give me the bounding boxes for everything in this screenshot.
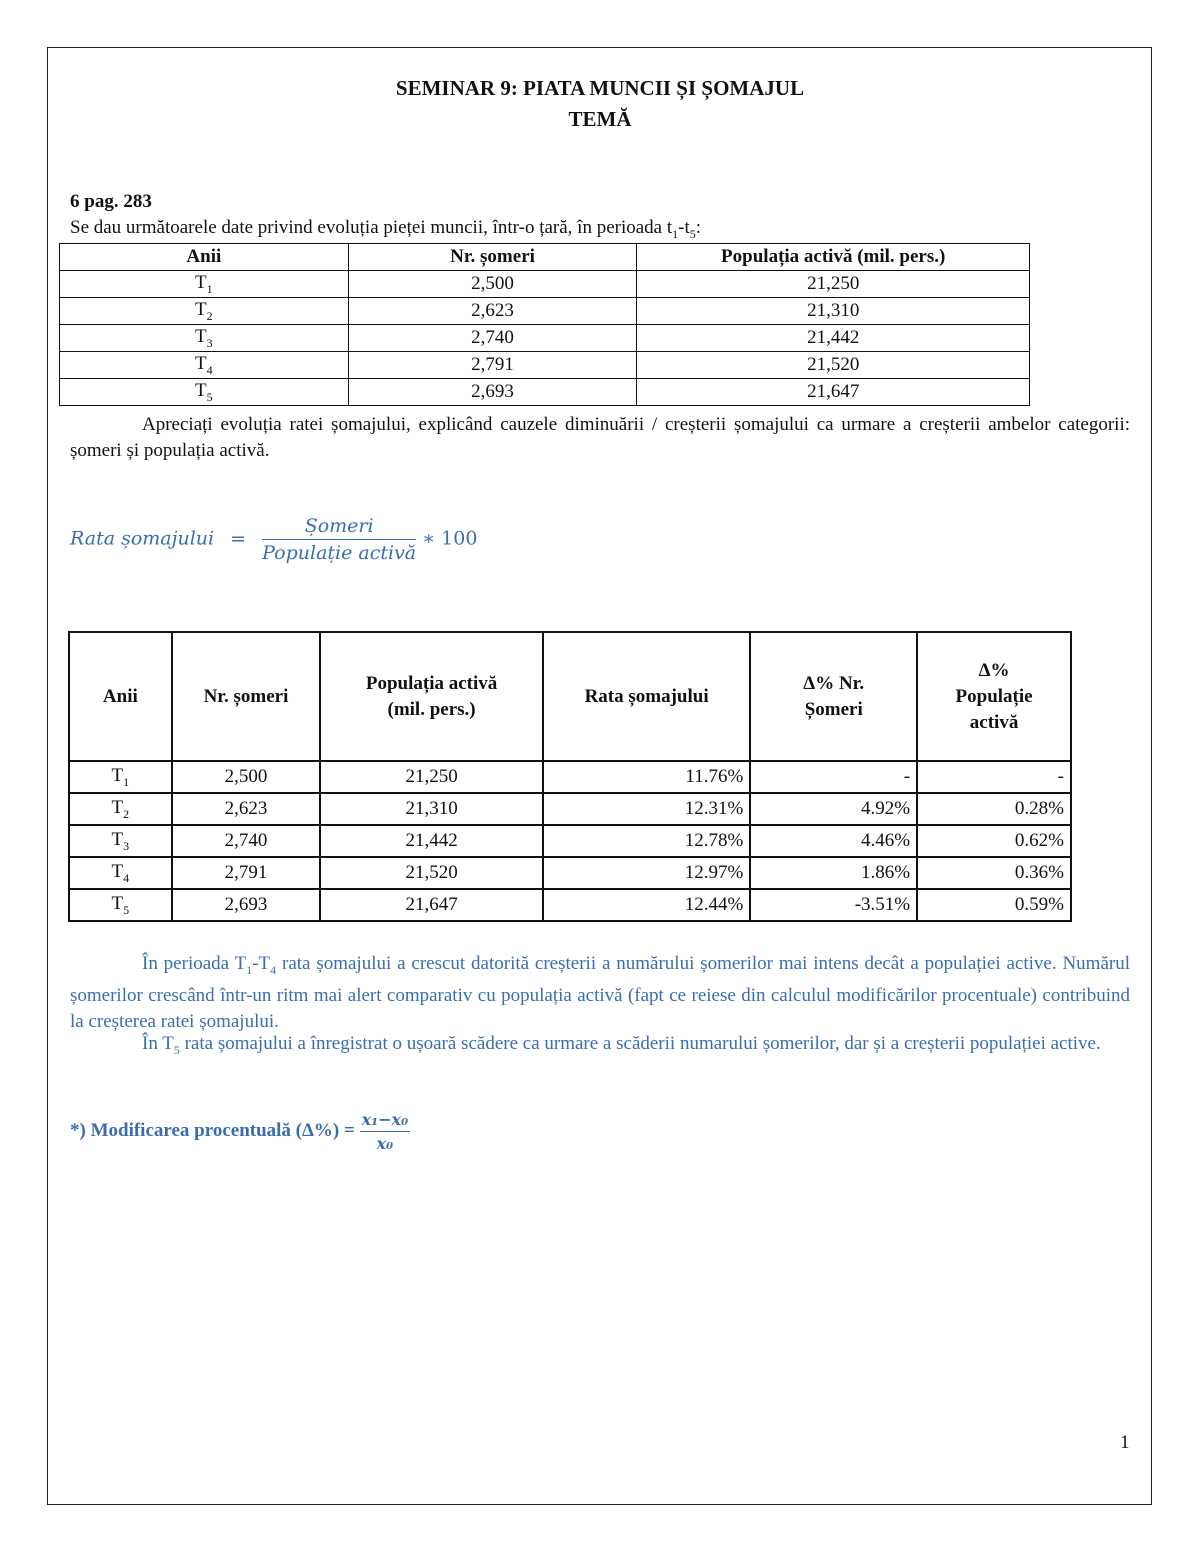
table-row	[69, 825, 1071, 857]
exercise-label: 6 pag. 283	[70, 191, 152, 212]
percent-change-formula: *) Modificarea procentuală (Δ%) = $\frac{\text{x₁−x₀}}{\text{x₀}}$	[70, 1110, 409, 1153]
someri-cell: 2,623	[172, 793, 321, 825]
populatie-cell: 21,310	[320, 793, 543, 825]
table-row	[69, 857, 1071, 889]
year-cell: $T_4$	[69, 857, 172, 889]
header-nr-someri: Nr. șomeri	[172, 632, 321, 761]
header-anii: Anii	[69, 632, 172, 761]
year-cell: $T_4$	[60, 352, 349, 379]
table-row	[60, 271, 1030, 298]
table-row	[60, 352, 1030, 379]
rata-cell: 12.31%	[543, 793, 750, 825]
year-cell: $T_3$	[69, 825, 172, 857]
table-row	[60, 379, 1030, 406]
rata-cell: 12.78%	[543, 825, 750, 857]
populatie-cell: 21,310	[637, 298, 1030, 325]
someri-cell: 2,500	[348, 271, 637, 298]
delta-someri-cell: 4.46%	[750, 825, 917, 857]
header-delta-someri: Δ% Nr. Șomeri	[750, 632, 917, 761]
page-title: SEMINAR 9: PIATA MUNCII ȘI ȘOMAJUL	[395, 76, 805, 100]
task-text: Apreciați evoluția ratei șomajului, explicând cauzele diminuării / creșterii șomajului ca urmare a creșterii ambelor categorii: șomeri și populația activă.	[70, 414, 1130, 461]
delta-someri-cell: 4.92%	[750, 793, 917, 825]
year-cell: $T_1$	[60, 271, 349, 298]
rata-cell: 11.76%	[543, 761, 750, 793]
someri-cell: 2,693	[348, 379, 637, 406]
rata-cell: 12.44%	[543, 889, 750, 921]
delta-populatie-cell: 0.28%	[917, 793, 1071, 825]
table-row	[60, 298, 1030, 325]
page-subtitle: TEMĂ	[568, 107, 632, 131]
populatie-cell: 21,520	[320, 857, 543, 889]
header-delta-populatie: Δ% Populație activă	[917, 632, 1071, 761]
someri-cell: 2,500	[172, 761, 321, 793]
populatie-cell: 21,250	[320, 761, 543, 793]
someri-cell: 2,791	[348, 352, 637, 379]
header-rata-somajului: Rata șomajului	[543, 632, 750, 761]
data-table-1	[59, 243, 1030, 406]
year-cell: $T_2$	[60, 298, 349, 325]
delta-populatie-cell: -	[917, 761, 1071, 793]
table-row	[60, 325, 1030, 352]
someri-cell: 2,623	[348, 298, 637, 325]
header-nr-someri: Nr. șomeri	[348, 244, 637, 271]
someri-cell: 2,693	[172, 889, 321, 921]
unemployment-rate-formula: Rata șomajului = $\frac{\text{Șomeri}}{\text{Populație activă}}$ ∗ 100	[70, 515, 478, 564]
delta-someri-cell: 1.86%	[750, 857, 917, 889]
table-row	[69, 761, 1071, 793]
header-populatie: Populația activă (mil. pers.)	[637, 244, 1030, 271]
year-cell: $T_3$	[60, 325, 349, 352]
someri-cell: 2,740	[172, 825, 321, 857]
year-cell: $T_2$	[69, 793, 172, 825]
populatie-cell: 21,442	[320, 825, 543, 857]
table-row	[69, 889, 1071, 921]
analysis-paragraph-2: În $T_5$ rata șomajului a înregistrat o ușoară scădere ca urmare a scăderii numarului șomerilor, dar și a creșterii populației active.	[142, 1033, 1101, 1057]
year-cell: $T_5$	[60, 379, 349, 406]
page-number: 1	[1120, 1432, 1130, 1453]
table-row	[69, 793, 1071, 825]
delta-populatie-cell: 0.62%	[917, 825, 1071, 857]
someri-cell: 2,791	[172, 857, 321, 889]
header-anii: Anii	[60, 244, 349, 271]
populatie-cell: 21,647	[637, 379, 1030, 406]
populatie-cell: 21,520	[637, 352, 1030, 379]
populatie-cell: 21,442	[637, 325, 1030, 352]
year-cell: $T_5$	[69, 889, 172, 921]
delta-populatie-cell: 0.59%	[917, 889, 1071, 921]
populatie-cell: 21,647	[320, 889, 543, 921]
year-cell: $T_1$	[69, 761, 172, 793]
header-populatie: Populația activă (mil. pers.)	[320, 632, 543, 761]
someri-cell: 2,740	[348, 325, 637, 352]
data-table-2	[68, 631, 1072, 922]
rata-cell: 12.97%	[543, 857, 750, 889]
intro-text: Se dau următoarele date privind evoluția pieței muncii, într-o țară, în perioada $t_1-t_5$:	[70, 217, 702, 241]
table-header-row	[69, 632, 1071, 761]
table-header-row	[60, 244, 1030, 271]
populatie-cell: 21,250	[637, 271, 1030, 298]
delta-populatie-cell: 0.36%	[917, 857, 1071, 889]
analysis-paragraph-1: În perioada $T_1-T_4$ rata șomajului a crescut datorită creșterii a numărului șomerilor mai intens decât a populației active. Numărul șomerilor crescând într-un ritm mai alert comparativ cu populația activă (fapt ce reiese din calculul modificărilor procentuale) contribuind la creșterea ratei șomajului.	[70, 953, 1130, 1032]
delta-someri-cell: -	[750, 761, 917, 793]
delta-someri-cell: -3.51%	[750, 889, 917, 921]
